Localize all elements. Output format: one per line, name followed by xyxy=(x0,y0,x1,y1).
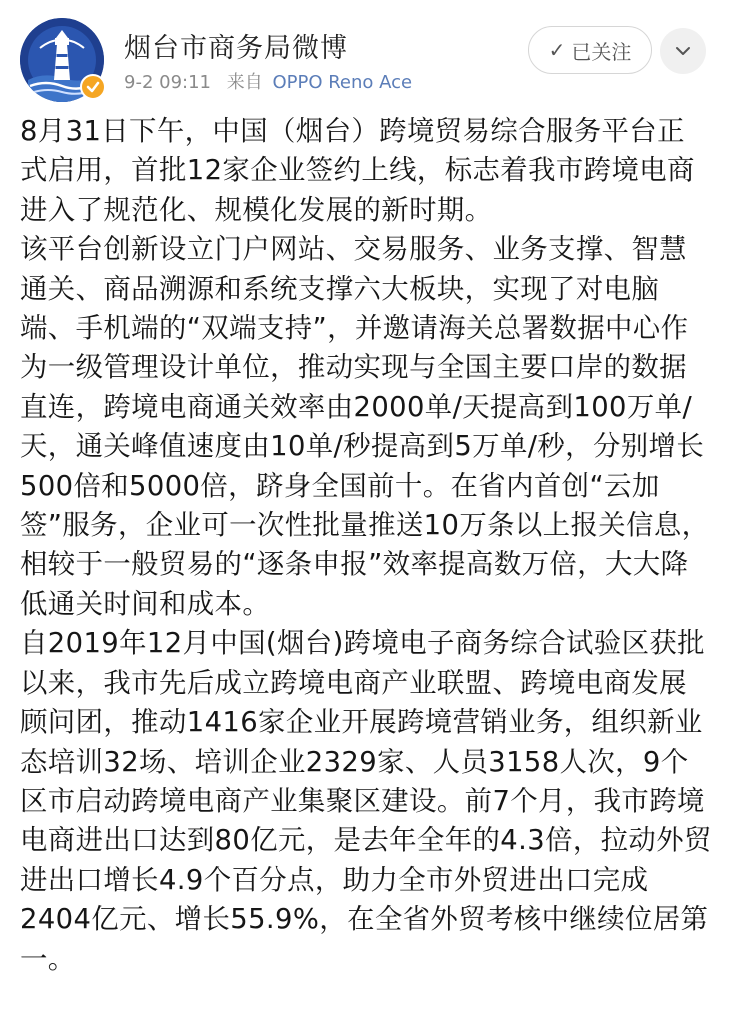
chevron-down-icon xyxy=(673,41,693,61)
device-source[interactable]: OPPO Reno Ace xyxy=(272,72,413,93)
post-header xyxy=(0,0,730,108)
check-icon: ✓ xyxy=(548,38,566,62)
post-paragraph: 自2019年12月中国(烟台)跨境电子商务综合试验区获批以来，我市先后成立跨境电商产业联盟、跨境电商发展顾问团，推动1416家企业开展跨境营销业务，组织新业态培训32场、培训企业2329家、人员3158人次，9个区市启动跨境电商产业集聚区建设。前7个月，我市跨境电商进出口达到80亿元，是去年全年的4.3倍，拉动外贸进出口增长4.9个百分点，助力全市外贸进出口完成2404亿元、增长55.9%，在全省外贸考核中继续位居第一。 xyxy=(20,628,712,975)
post-paragraph: 该平台创新设立门户网站、交易服务、业务支撑、智慧通关、商品溯源和系统支撑六大板块，实现了对电脑端、手机端的“双端支持”，并邀请海关总署数据中心作为一级管理设计单位，推动实现与全国主要口岸的数据直连，跨境电商通关效率由2000单/天提高到100万单/天，通关峰值速度由10单/秒提高到5万单/秒，分别增长500倍和5000倍，跻身全国前十。在省内首创“云加签”服务，企业可一次性批量推送10万条以上报关信息，相较于一般贸易的“逐条申报”效率提高数万倍，大大降低通关时间和成本。 xyxy=(20,234,710,620)
post-paragraph: 8月31日下午，中国（烟台）跨境贸易综合服务平台正式启用，首批12家企业签约上线，标志着我市跨境电商进入了规范化、规模化发展的新时期。 xyxy=(20,116,695,226)
post-meta xyxy=(124,68,412,94)
post-content xyxy=(20,112,712,979)
verified-badge-icon xyxy=(80,74,106,100)
more-options-button[interactable] xyxy=(660,28,706,74)
followed-button[interactable] xyxy=(528,26,652,74)
post-time: 9-2 09:11 xyxy=(124,72,211,93)
from-label: 来自 xyxy=(226,72,263,93)
follow-label: 已关注 xyxy=(571,39,632,64)
user-name[interactable]: 烟台市商务局微博 xyxy=(124,33,348,64)
